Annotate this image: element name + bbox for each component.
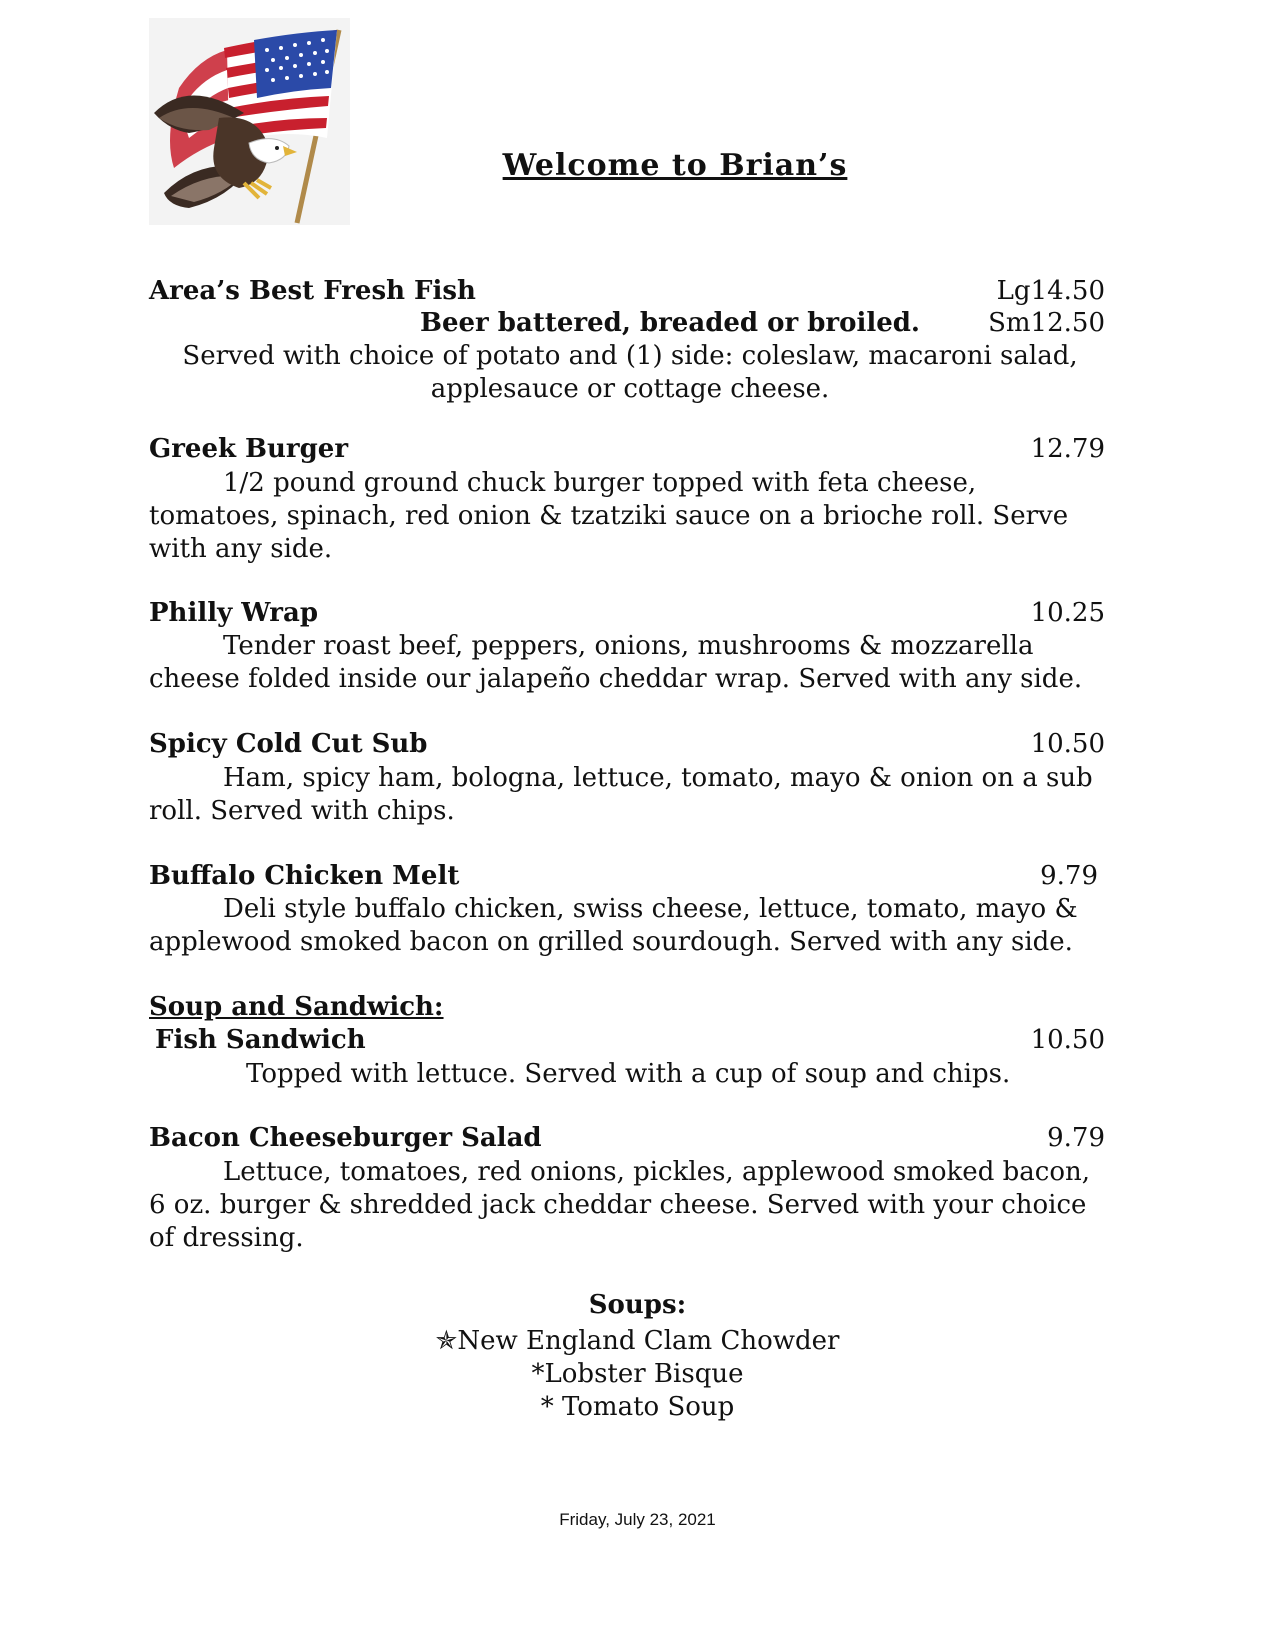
item-description: tomatoes, spinach, red onion & tzatziki sauce on a brioche roll. Serve [149,501,1069,531]
item-subtitle: Beer battered, breaded or broiled. [420,308,920,338]
page-title: Welcome to Brian’s [502,148,848,183]
section-heading: Soup and Sandwich: [149,992,444,1022]
soups-heading: Soups: [588,1290,687,1320]
item-name: Buffalo Chicken Melt [149,861,460,891]
soup-item: ✯New England Clam Chowder [435,1326,840,1356]
item-name: Greek Burger [149,434,349,464]
item-description: Topped with lettuce. Served with a cup of soup and chips. [246,1059,1011,1089]
eagle-flag-icon [149,18,350,225]
item-description: 6 oz. burger & shredded jack cheddar cheese. Served with your choice [149,1190,1087,1220]
item-name: Area’s Best Fresh Fish [149,276,476,306]
item-price: 9.79 [1047,1123,1105,1153]
menu-date: Friday, July 23, 2021 [559,1510,716,1529]
item-description: roll. Served with chips. [149,796,455,826]
item-description: Served with choice of potato and (1) side: coleslaw, macaroni salad, [182,341,1078,371]
item-description: Lettuce, tomatoes, red onions, pickles, applewood smoked bacon, [223,1157,1090,1187]
item-name: Philly Wrap [149,598,318,628]
item-price: 10.50 [1030,1025,1105,1055]
soup-item: *Lobster Bisque [531,1359,744,1389]
item-price: 10.25 [1030,598,1105,628]
item-description: Deli style buffalo chicken, swiss cheese, lettuce, tomato, mayo & [223,894,1078,924]
item-description: Ham, spicy ham, bologna, lettuce, tomato, mayo & onion on a sub [223,763,1093,793]
item-price: 12.79 [1030,434,1105,464]
item-description: applesauce or cottage cheese. [430,374,830,404]
item-description: cheese folded inside our jalapeño cheddar wrap. Served with any side. [149,664,1083,694]
item-description: of dressing. [149,1223,304,1253]
item-price: 10.50 [1030,729,1105,759]
item-description: with any side. [149,534,333,564]
item-price: 9.79 [1040,861,1098,891]
item-name: Fish Sandwich [155,1025,366,1055]
item-name: Spicy Cold Cut Sub [149,729,428,759]
item-description: applewood smoked bacon on grilled sourdough. Served with any side. [149,927,1073,957]
item-description: 1/2 pound ground chuck burger topped with feta cheese, [223,468,977,498]
item-price: Lg14.50 [996,276,1105,306]
item-name: Bacon Cheeseburger Salad [149,1123,542,1153]
item-description: Tender roast beef, peppers, onions, mushrooms & mozzarella [223,631,1034,661]
item-price-small: Sm12.50 [988,308,1105,338]
soup-item: * Tomato Soup [540,1392,735,1422]
